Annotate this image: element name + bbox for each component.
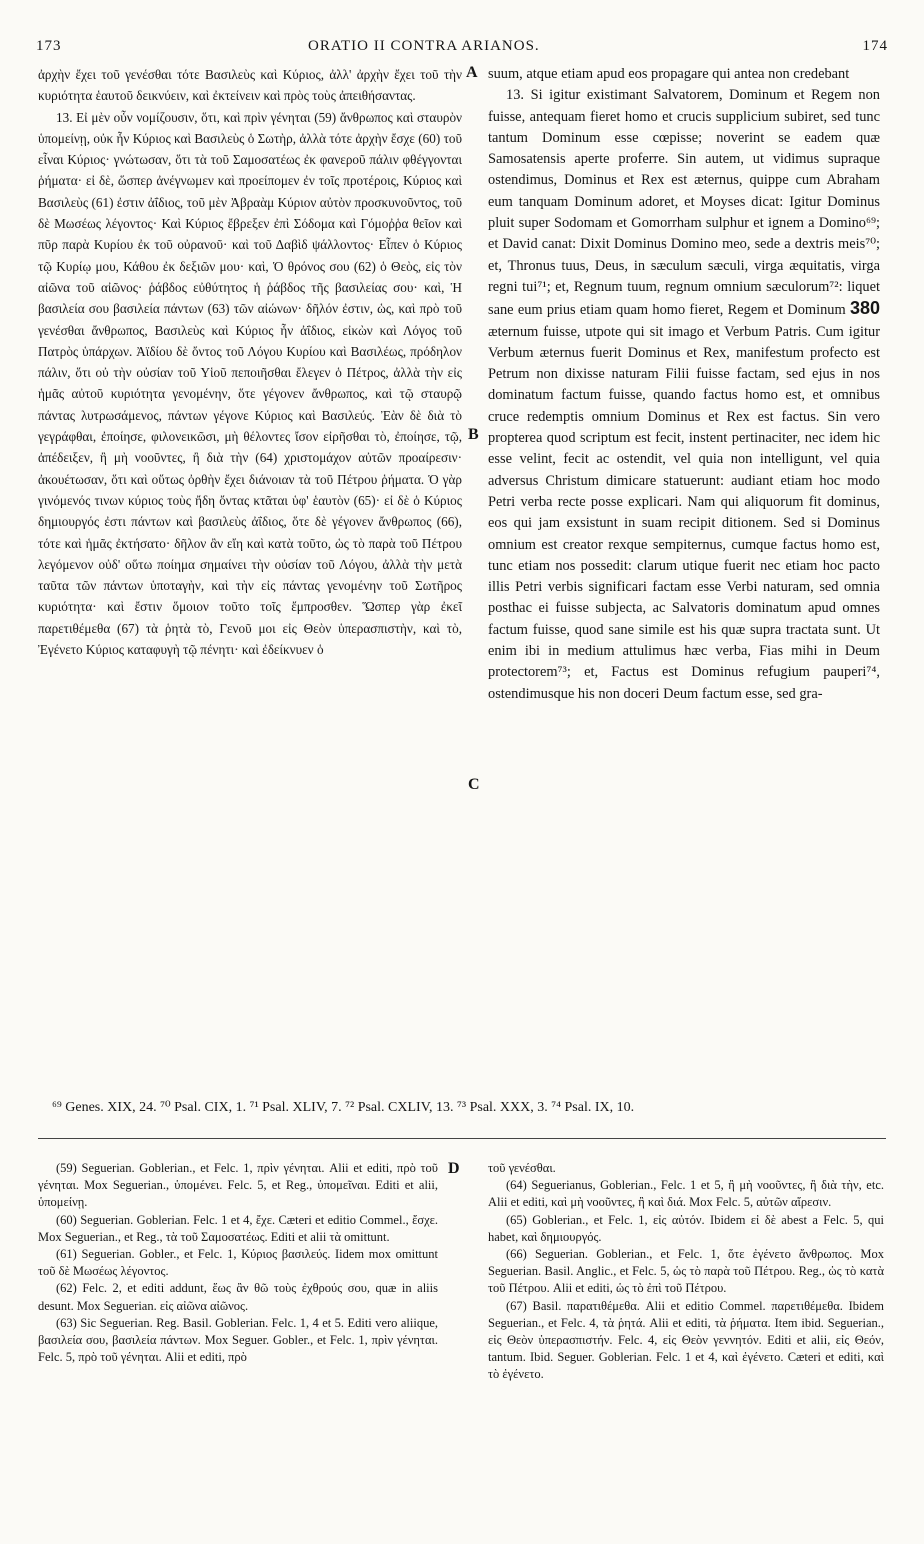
latin-paragraph-2-part-a: 13. Si igitur existimant Salvatorem, Dominum et Regem non fuisse, antequam fieret homo et crucis supplicium subiret, sed tunc tantum Dominum esse cœpisse; noverint se eadem quæ Samosatensis aperte proferre. Sin autem, ut vidimus supraque ostendimus, Dominus et Rex est æternus, quippe cum Abraham eum tanquam Dominum adoret, et Moyses dicat: Igitur Dominus pluit super Sodomam et Gomorrham sulphur et ignem a Domino⁶⁹; et David canat: Dixit Dominus Domino meo, sede a dextris meis⁷⁰; et, Thronus tuus, Deus, in sæculum sæculi, virga æquitatis, virga regni tui⁷¹; et, Regnum tuum, regnum omnium sæculorum⁷²: liquet sane eum prius etiam quam homo fieret, Regem et Dominum	[488, 87, 880, 319]
latin-paragraph-2	[488, 85, 880, 705]
scripture-references: ⁶⁹ Genes. XIX, 24. ⁷⁰ Psal. CIX, 1. ⁷¹ Psal. XLIV, 7. ⁷² Psal. CXLIV, 13. ⁷³ Psal. XXX, 3. ⁷⁴ Psal. IX, 10.	[52, 1100, 635, 1115]
left-page-number: 173	[36, 38, 62, 54]
footnote-63: (63) Sic Seguerian. Reg. Basil. Goblerian. Felc. 1, 4 et 5. Editi vero aliique, βασιλεία σου, βασιλεία πάντων. Mox Seguer. Gobler., et Felc. 1, πρὶν γένηται. Felc. 5, πρὸ τοῦ γένηται. Alii et editi, πρὸ	[38, 1315, 438, 1365]
margin-letter-d: D	[448, 1160, 460, 1177]
margin-letter-a: A	[466, 64, 478, 81]
latin-column	[488, 64, 880, 705]
footnote-65: (65) Goblerian., et Felc. 1, εἰς αὐτόν. Ibidem εἰ δὲ abest a Felc. 5, qui habet, καὶ δημιουργός.	[488, 1212, 884, 1244]
page-header	[36, 38, 888, 62]
footnote-62: (62) Felc. 2, et editi addunt, ἕως ἂν θῶ τοὺς ἐχθρούς σου, quæ in aliis desunt. Mox Seguerian. εἰς αἰῶνα αἰῶνος.	[38, 1281, 438, 1313]
footnote-61: (61) Seguerian. Gobler., et Felc. 1, Κύριος βασιλεύς. Iidem mox omittunt τοῦ δὲ Μωσέως λέγοντος.	[38, 1247, 438, 1279]
footnotes-left	[38, 1160, 438, 1366]
right-page-number: 174	[862, 38, 888, 54]
column-number: 380	[849, 298, 880, 319]
greek-column	[38, 64, 462, 660]
margin-letter-c: C	[468, 776, 480, 793]
footnote-67: (67) Basil. παρατιθέμεθα. Alii et editio Commel. παρετιθέμεθα. Ibidem Seguerian., et Felc. 4, τὰ ῥητά. Alii et editi, τὰ ῥήματα. Item ibid. Seguerian., εἰς Θεὸν ὑπερασπιστήν. Felc. 4, εἰς Θεὸν γεννητόν. Editi et alii, εἰς Θεόν, tantum. Ibid. Seguer. Goblerian. Felc. 1 et 4, καὶ ἐγένετο. Cæteri et editi, καὶ τὸ ἐγένετο.	[488, 1298, 884, 1382]
running-title: ORATIO II CONTRA ARIANOS.	[308, 38, 540, 54]
latin-paragraph-1: suum, atque etiam apud eos propagare qui antea non credebant	[488, 66, 850, 82]
greek-paragraph-2: 13. Εἰ μὲν οὖν νομίζουσιν, ὅτι, καὶ πρὶν γένηται (59) ἄνθρωπος καὶ σταυρὸν ὑπομείνῃ, οὐκ ἦν Κύριος καὶ Βασιλεὺς ὁ Σωτὴρ, ἀλλὰ τότε ἀρχὴν ἔσχε (60) τοῦ εἶναι Κύριος· γνώτωσαν, ὅτι τὰ τοῦ Σαμοσατέως ἐκ φανεροῦ πάλιν φθέγγονται ῥήματα· εἰ δὲ, ὥσπερ ἀνέγνωμεν καὶ προείπομεν ἐν τοῖς προτέροις, Κύριος καὶ Βασιλεὺς (61) ἐστιν ἀΐδιος, τοῦ μὲν Ἀβραὰμ Κύριον αὐτὸν προσκυνοῦντος, τοῦ δὲ Μωσέως λέγοντος· Καὶ Κύριος ἔβρεξεν ἐπὶ Σόδομα καὶ Γόμοῤῥα θεῖον καὶ πῦρ παρὰ Κυρίου ἐκ τοῦ οὐρανοῦ· καὶ τοῦ Δαβὶδ ψάλλοντος· Εἶπεν ὁ Κύριος τῷ Κυρίῳ μου, Κάθου ἐκ δεξιῶν μου· καὶ, Ὁ θρόνος σου (62) ὁ Θεὸς, εἰς τὸν αἰῶνα τοῦ αἰῶνος· ῥάβδος εὐθύτητος ἡ ῥάβδος τῆς βασιλείας σου· καὶ, Ἡ βασιλεία σου βασιλεία πάντων (63) τῶν αἰώνων· δῆλόν ἐστιν, ὡς, καὶ πρὸ τοῦ γενέσθαι ἄνθρωπος, Βασιλεὺς καὶ Κύριος ἦν ἀΐδιος, εἰκὼν καὶ Λόγος τοῦ Πατρὸς ὑπάρχων. Ἀϊδίου δὲ ὄντος τοῦ Λόγου Κυρίου καὶ Βασιλέως, πρόδηλον πάλιν, ὅτι οὐ τὴν οὐσίαν τοῦ Υἱοῦ πεποιῆσθαι ἔλεγεν ὁ Πέτρος, ἀλλὰ τὴν εἰς ἡμᾶς αὐτοῦ κυριότητα γενομένην, ὅτε γέγονεν ἄνθρωπος, καὶ τῷ σταυρῷ πάντας λυτρωσάμενος, πάντων γέγονε Κύριος καὶ Βασιλεύς. Ἐὰν δὲ διὰ τὸ γεγράφθαι, ἐποίησε, φιλονεικῶσι, μὴ θέλοντες ἴσον εἰρῆσθαι τὸ, ἐποίησε, τῷ, ἀπέδειξεν, ἢ μὴ νοοῦντες, ἢ διὰ τὴν (64) χριστομάχον αὐτῶν προαίρεσιν· ἀκουέτωσαν, ὅτι καὶ οὕτως ὀρθὴν ἔχει διάνοιαν τὰ τοῦ Πέτρου ῥήματα. Ὁ γὰρ γινόμενός τινων κύριος τοὺς ἤδη ὄντας κτᾶται ὑφ' ἑαυτὸν (65)· εἰ δὲ ὁ Κύριος δημιουργός ἐστι πάντων καὶ βασιλεὺς ἀΐδιος, ὅτε δὲ γέγονεν ἄνθρωπος (66), τότε καὶ ἡμᾶς ἐκτήσατο· δῆλον ἂν εἴη καὶ κατὰ τοῦτο, ὡς τὸ παρὰ τοῦ Πέτρου λεγόμενον οὐδ' οὕτω ποίημα σημαίνει τὴν οὐσίαν τοῦ Λόγου, ἀλλὰ τὴν μετὰ ταῦτα τῶν πάντων ὑποταγὴν, καὶ τὴν εἰς πάντας γενομένην τοῦ Σωτῆρος κυριότητα· καὶ ἔστιν ὅμοιον τοῦτο τοῖς ἔμπροσθεν. Ὥσπερ γὰρ ἐκεῖ παρετιθέμεθα (67) τὰ ῥητὰ τὸ, Γενοῦ μοι εἰς Θεὸν ὑπερασπιστὴν, καὶ τὸ, Ἐγένετο Κύριος καταφυγὴ τῷ πένητι· καὶ ἐδείκνυεν ὁ	[38, 109, 462, 658]
footnote-63-continued: τοῦ γενέσθαι.	[488, 1161, 556, 1175]
footnotes-right	[488, 1160, 884, 1384]
greek-paragraph-1: ἀρχὴν ἔχει τοῦ γενέσθαι τότε Βασιλεὺς καὶ Κύριος, ἀλλ' ἀρχὴν ἔχει τοῦ τὴν κυριότητα ἑαυτοῦ δεικνύειν, καὶ ἐκτείνειν καὶ πρὸς τοὺς ἀπειθήσαντας.	[38, 67, 462, 104]
footnote-64: (64) Seguerianus, Goblerian., Felc. 1 et 5, ἢ μὴ νοοῦντες, ἢ διὰ τὴν, etc. Alii et editi, καὶ μὴ νοοῦντες, ἢ καὶ διά. Mox Felc. 5, αὐτῶν αἵρεσιν.	[488, 1178, 884, 1210]
margin-letter-b: B	[468, 426, 479, 443]
footnote-59: (59) Seguerian. Goblerian., et Felc. 1, πρὶν γένηται. Alii et editi, πρὸ τοῦ γένηται. Mox Seguerian., ὑπομένει. Felc. 5, et Reg., ὑπομεῖναι. Editi et alii, ὑπομείνῃ.	[38, 1161, 438, 1210]
footnote-divider	[38, 1138, 886, 1139]
footnote-66: (66) Seguerian. Goblerian., et Felc. 1, ὅτε ἐγένετο ἄνθρωπος. Mox Seguerian. Basil. Anglic., et Felc. 5, ὡς τὸ παρὰ τοῦ Πέτρου. Reg., ὡς τὸ κατὰ τοῦ Πέτρου. Alii et editi, ὡς τὸ ἐπὶ τοῦ Πέτρου.	[488, 1247, 884, 1296]
latin-paragraph-2-part-b: æternum fuisse, utpote qui sit imago et Verbum Patris. Cum igitur Verbum æternus fuerit Dominus et Rex, manifestum profecto est Petrum non dixisse naturam Filii fuisse factam, sed ejus in nos dominatum factum fuisse, quando factus homo est, et omnibus cruce redemptis omnium Dominus et Rex est factus. Sin vero propterea quod scriptum est fecit, instent pertinaciter, nec idem hic esse velint, fecit ac ostendit, vel quia non intelligunt, vel quia adversus Christum dimicare statuerunt: audiant etiam hoc modo Petri verba recte posse explicari. Nam qui aliquorum fit dominus, eos qui jam exsistunt in suam recipit ditionem. Sed si Dominus omnium est creator rexque sempiternus, cumque factus homo est, tunc etiam nos possedit: clarum utique fuerit nec etiam hoc pacto illis Petri verbis significari factam esse Verbi naturam, sed omnia posthac ei fuisse subjecta, ac Salvatoris dominatum apud omnes factum fuisse, quod sane simile est his quæ supra tractata sunt. Ut enim ibi in medium attulimus hæc verba, Fias mihi in Deum protectorem⁷³; et, Factus est Dominus refugium pauperi⁷⁴, ostendimusque his non doceri Deum factum esse, sed gra-	[488, 323, 880, 702]
footnote-60: (60) Seguerian. Goblerian. Felc. 1 et 4, ἔχε. Cæteri et editio Commel., ἔσχε. Mox Seguerian., et Reg., τὰ τοῦ Σαμοσατέως. Editi et alii τὰ omittunt.	[38, 1212, 438, 1244]
